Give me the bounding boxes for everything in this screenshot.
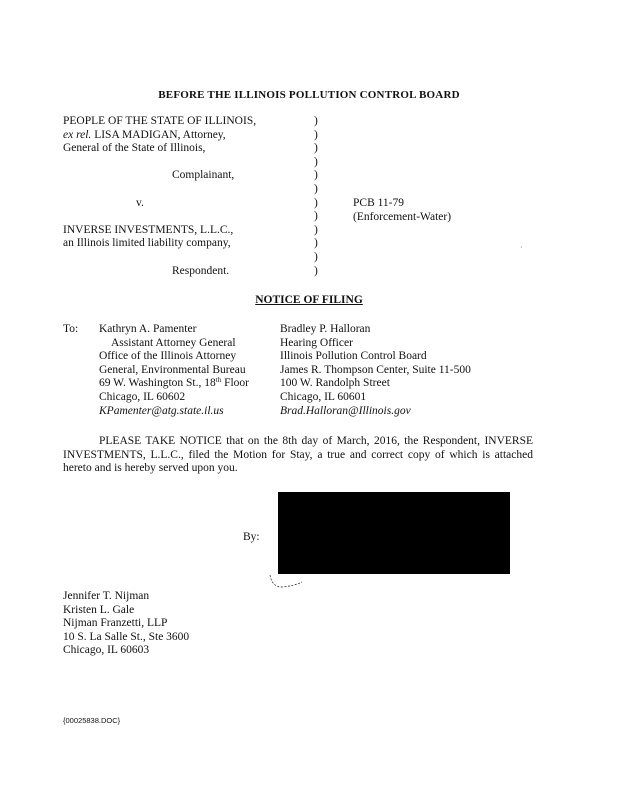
caption-line: General of the State of Illinois, — [63, 142, 206, 155]
recipient-email[interactable]: KPamenter@atg.state.il.us — [99, 404, 224, 417]
recipient-line: Chicago, IL 60602 — [99, 390, 186, 403]
recipient-line — [99, 377, 249, 391]
notice-heading: NOTICE OF FILING — [255, 294, 363, 306]
paren: ) — [314, 182, 318, 195]
recipient-line: Assistant Attorney General — [111, 336, 236, 349]
recipient-line: 100 W. Randolph Street — [280, 377, 390, 390]
paren: ) — [314, 196, 318, 209]
caption-line — [63, 210, 256, 224]
caption-line: v. — [136, 196, 144, 209]
case-number: PCB 11-79 — [353, 197, 405, 209]
caption-line: Respondent. — [172, 264, 230, 277]
case-number-block — [353, 197, 451, 224]
caption-line — [63, 251, 256, 265]
signer-line: 10 S. La Salle St., Ste 3600 — [63, 630, 190, 643]
paren: ) — [314, 115, 318, 127]
recipient-line: Illinois Pollution Control Board — [280, 350, 427, 363]
address-ordinal: th — [215, 376, 222, 385]
paren: ) — [314, 128, 318, 141]
paren: ) — [314, 210, 318, 223]
caption-line: Complainant, — [172, 169, 235, 182]
caption-paren-column — [314, 115, 318, 278]
caption-line: an Illinois limited liability company, — [63, 237, 231, 250]
address-street: 69 W. Washington St., 18 — [99, 377, 216, 390]
address-floor: Floor — [221, 377, 250, 390]
recipient-email[interactable]: Brad.Halloran@Illinois.gov — [280, 404, 411, 417]
signer-block — [63, 590, 189, 658]
caption-line: ex rel. LISA MADIGAN, Attorney, — [63, 128, 226, 141]
by-label: By: — [243, 531, 260, 543]
paren: ) — [314, 223, 318, 236]
caption-line: INVERSE INVESTMENTS, L.L.C., — [63, 223, 234, 236]
caption-line: PEOPLE OF THE STATE OF ILLINOIS, — [63, 115, 257, 127]
recipient-line: General, Environmental Bureau — [99, 363, 246, 376]
case-type: (Enforcement-Water) — [353, 210, 452, 223]
paren: ) — [314, 155, 318, 168]
recipient-line: Office of the Illinois Attorney — [99, 350, 237, 363]
signature-stroke-icon — [268, 571, 318, 591]
document-id-footer: {00025838.DOC} — [63, 716, 121, 725]
recipient-line: Kathryn A. Pamenter — [99, 323, 197, 335]
recipient-line: Chicago, IL 60601 — [280, 390, 367, 403]
paren: ) — [314, 169, 318, 182]
notice-body: PLEASE TAKE NOTICE that on the 8th day of March, 2016, the Respondent, INVERSE INVESTMENTS, L.L.C., filed the Motion for Stay, a true and correct copy of which is attached hereto and is hereby served upon you. — [63, 435, 533, 475]
document-title: BEFORE THE ILLINOIS POLLUTION CONTROL BOARD — [158, 89, 460, 101]
paren: ) — [314, 142, 318, 155]
caption-line — [63, 156, 256, 170]
signer-line: Kristen L. Gale — [63, 603, 135, 616]
stray-mark: · — [520, 243, 523, 252]
recipient-line: James R. Thompson Center, Suite 11-500 — [280, 363, 471, 376]
recipient-left — [99, 323, 249, 418]
signer-line: Nijman Franzetti, LLP — [63, 617, 168, 630]
recipient-line: Bradley P. Halloran — [280, 323, 371, 335]
paren: ) — [314, 237, 318, 250]
paren: ) — [314, 250, 318, 263]
signature-redaction — [278, 492, 510, 574]
paren: ) — [314, 264, 318, 277]
to-label: To: — [63, 323, 79, 335]
signer-line: Jennifer T. Nijman — [63, 590, 150, 602]
caption-line — [63, 183, 256, 197]
recipient-line: Hearing Officer — [280, 336, 353, 349]
recipient-right — [280, 323, 471, 418]
signer-line: Chicago, IL 60603 — [63, 644, 150, 657]
case-caption-parties — [63, 115, 256, 278]
